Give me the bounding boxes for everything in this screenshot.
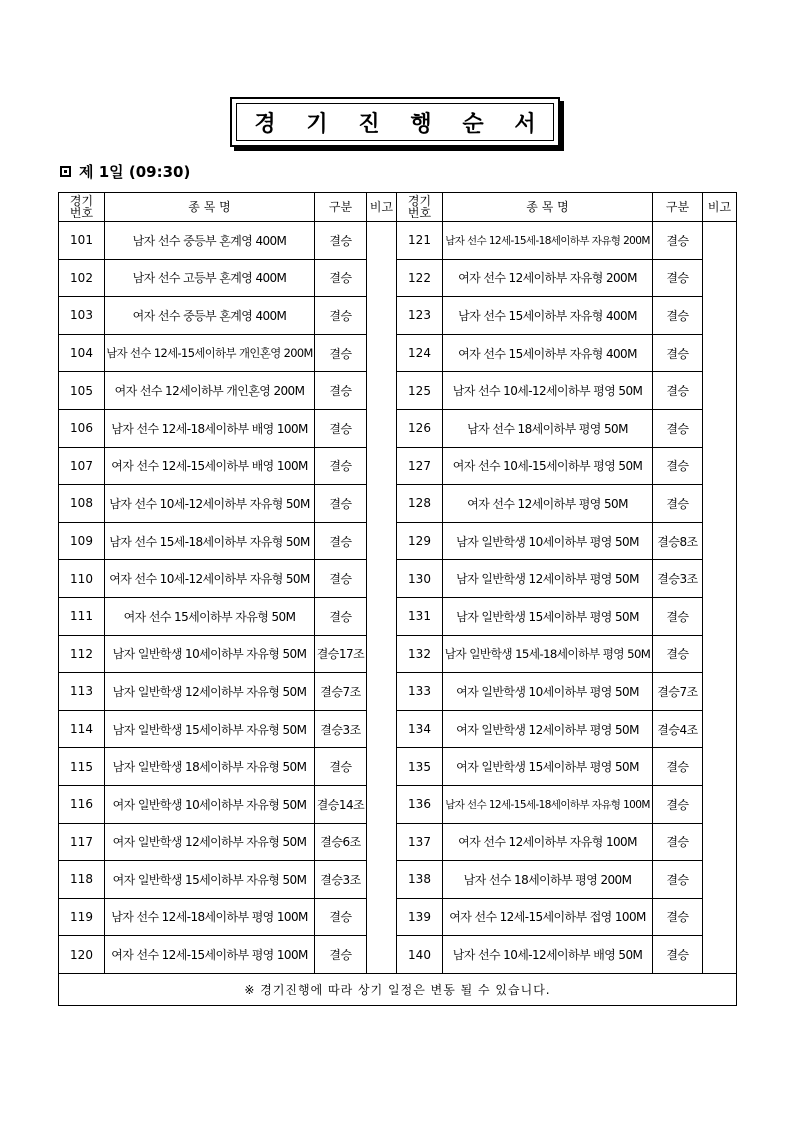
event-name: 여자 선수 15세이하부 자유형 50M [105,597,315,635]
event-name: 여자 선수 12세이하부 자유형 200M [443,259,653,297]
event-name: 남자 선수 18세이하부 평영 200M [443,861,653,899]
table-row [59,485,737,523]
match-number: 111 [59,597,105,635]
match-number: 106 [59,409,105,447]
match-number: 109 [59,522,105,560]
match-number: 103 [59,297,105,335]
table-row [59,297,737,335]
event-name: 남자 일반학생 15세이하부 자유형 50M [105,710,315,748]
match-number: 137 [397,823,443,861]
title-box [230,97,560,147]
table-row [59,447,737,485]
match-number: 112 [59,635,105,673]
header-event: 종 목 명 [105,193,315,222]
event-category: 결승 [315,447,367,485]
event-name: 남자 일반학생 15세-18세이하부 평영 50M [443,635,653,673]
event-category: 결승3조 [315,861,367,899]
match-number: 116 [59,785,105,823]
event-name: 남자 선수 12세-15세이하부 개인혼영 200M [105,334,315,372]
event-category: 결승 [653,372,703,410]
event-category: 결승8조 [653,522,703,560]
footer-note: ※ 경기진행에 따라 상기 일정은 변동 될 수 있습니다. [59,973,737,1005]
event-name: 남자 선수 중등부 혼계영 400M [105,222,315,260]
match-number: 127 [397,447,443,485]
header-match-no-line2: 번호 [407,206,432,220]
event-category: 결승 [653,485,703,523]
table-row [59,560,737,598]
event-category: 결승 [315,597,367,635]
event-category: 결승 [315,485,367,523]
event-name: 여자 일반학생 15세이하부 평영 50M [443,748,653,786]
event-category: 결승 [653,898,703,936]
event-category: 결승 [315,297,367,335]
event-name: 남자 일반학생 10세이하부 평영 50M [443,522,653,560]
page-title [236,103,554,141]
event-category: 결승 [315,259,367,297]
footer-note-row [59,973,737,1005]
header-remark: 비고 [703,193,737,222]
event-category: 결승 [653,409,703,447]
event-name: 남자 선수 15세이하부 자유형 400M [443,297,653,335]
event-category: 결승 [653,936,703,974]
event-category: 결승 [653,222,703,260]
match-number: 101 [59,222,105,260]
event-category: 결승14조 [315,785,367,823]
event-name: 여자 일반학생 10세이하부 평영 50M [443,673,653,711]
event-name: 남자 선수 12세-15세-18세이하부 자유형 100M [443,785,653,823]
match-number: 131 [397,597,443,635]
event-category: 결승3조 [653,560,703,598]
event-name: 남자 일반학생 12세이하부 자유형 50M [105,673,315,711]
match-number: 122 [397,259,443,297]
event-category: 결승6조 [315,823,367,861]
event-name: 여자 일반학생 12세이하부 평영 50M [443,710,653,748]
event-category: 결승7조 [315,673,367,711]
event-category: 결승 [653,259,703,297]
schedule-body [59,222,737,974]
day-heading-text: 제 1일 (09:30) [79,163,191,181]
match-number: 136 [397,785,443,823]
event-name: 남자 일반학생 18세이하부 자유형 50M [105,748,315,786]
match-number: 139 [397,898,443,936]
event-name: 여자 선수 중등부 혼계영 400M [105,297,315,335]
table-row [59,785,737,823]
header-match-no-line1: 경기 [407,194,432,208]
title-shadow-bottom [234,147,564,151]
remark-cell [703,222,737,974]
match-number: 119 [59,898,105,936]
event-name: 여자 선수 12세-15세이하부 접영 100M [443,898,653,936]
event-name: 여자 일반학생 12세이하부 자유형 50M [105,823,315,861]
event-name: 남자 선수 10세-12세이하부 자유형 50M [105,485,315,523]
match-number: 114 [59,710,105,748]
event-name: 여자 선수 12세이하부 평영 50M [443,485,653,523]
header-event: 종 목 명 [443,193,653,222]
event-category: 결승17조 [315,635,367,673]
table-row [59,710,737,748]
day-heading [60,161,190,182]
match-number: 126 [397,409,443,447]
remark-cell [367,222,397,974]
event-category: 결승 [653,861,703,899]
title-char: 경 [254,111,276,137]
header-match-no-line2: 번호 [69,206,94,220]
match-number: 124 [397,334,443,372]
header-category: 구분 [653,193,703,222]
event-category: 결승 [653,297,703,335]
match-number: 130 [397,560,443,598]
event-category: 결승 [653,447,703,485]
event-category: 결승 [315,372,367,410]
match-number: 113 [59,673,105,711]
match-number: 121 [397,222,443,260]
event-name: 남자 선수 12세-18세이하부 배영 100M [105,409,315,447]
match-number: 107 [59,447,105,485]
event-category: 결승 [653,635,703,673]
table-row [59,259,737,297]
table-row [59,522,737,560]
header-match-no-line1: 경기 [69,194,94,208]
event-category: 결승 [653,597,703,635]
event-category: 결승3조 [315,710,367,748]
match-number: 115 [59,748,105,786]
title-shadow-right [560,101,564,151]
table-row [59,635,737,673]
header-category: 구분 [315,193,367,222]
title-char: 행 [410,111,432,137]
match-number: 133 [397,673,443,711]
schedule-table [58,192,737,1006]
event-category: 결승 [653,334,703,372]
match-number: 134 [397,710,443,748]
square-bullet-icon [60,166,71,177]
table-row [59,823,737,861]
match-number: 132 [397,635,443,673]
event-category: 결승 [315,898,367,936]
header-match-no [59,193,105,222]
match-number: 123 [397,297,443,335]
event-name: 남자 일반학생 12세이하부 평영 50M [443,560,653,598]
event-category: 결승 [315,936,367,974]
event-name: 남자 선수 18세이하부 평영 50M [443,409,653,447]
match-number: 125 [397,372,443,410]
event-category: 결승 [315,748,367,786]
table-row [59,673,737,711]
table-row [59,372,737,410]
match-number: 104 [59,334,105,372]
event-name: 여자 선수 12세-15세이하부 배영 100M [105,447,315,485]
match-number: 105 [59,372,105,410]
event-name: 남자 선수 15세-18세이하부 자유형 50M [105,522,315,560]
event-name: 여자 선수 15세이하부 자유형 400M [443,334,653,372]
event-name: 여자 선수 12세이하부 자유형 100M [443,823,653,861]
event-category: 결승 [315,334,367,372]
table-row [59,334,737,372]
match-number: 118 [59,861,105,899]
event-category: 결승7조 [653,673,703,711]
title-char: 순 [462,111,484,137]
match-number: 128 [397,485,443,523]
event-name: 남자 선수 12세-18세이하부 평영 100M [105,898,315,936]
table-row [59,936,737,974]
event-name: 여자 선수 12세이하부 개인혼영 200M [105,372,315,410]
match-number: 110 [59,560,105,598]
event-category: 결승 [315,222,367,260]
header-match-no [397,193,443,222]
table-row [59,898,737,936]
match-number: 140 [397,936,443,974]
event-name: 남자 선수 12세-15세-18세이하부 자유형 200M [443,222,653,260]
table-row [59,597,737,635]
event-name: 남자 일반학생 10세이하부 자유형 50M [105,635,315,673]
title-char: 기 [306,111,328,137]
event-name: 남자 선수 10세-12세이하부 평영 50M [443,372,653,410]
event-category: 결승 [315,560,367,598]
title-char: 서 [514,111,536,137]
event-name: 여자 선수 12세-15세이하부 평영 100M [105,936,315,974]
match-number: 135 [397,748,443,786]
match-number: 129 [397,522,443,560]
event-name: 남자 일반학생 15세이하부 평영 50M [443,597,653,635]
match-number: 117 [59,823,105,861]
table-row [59,409,737,447]
event-category: 결승 [315,522,367,560]
match-number: 108 [59,485,105,523]
header-row [59,193,737,222]
event-category: 결승 [653,748,703,786]
header-remark: 비고 [367,193,397,222]
event-name: 남자 선수 10세-12세이하부 배영 50M [443,936,653,974]
table-row [59,748,737,786]
event-category: 결승 [653,823,703,861]
event-category: 결승4조 [653,710,703,748]
table-row [59,222,737,260]
event-name: 남자 선수 고등부 혼계영 400M [105,259,315,297]
event-name: 여자 일반학생 15세이하부 자유형 50M [105,861,315,899]
match-number: 138 [397,861,443,899]
table-row [59,861,737,899]
match-number: 102 [59,259,105,297]
title-char: 진 [358,111,380,137]
event-name: 여자 일반학생 10세이하부 자유형 50M [105,785,315,823]
event-category: 결승 [315,409,367,447]
event-name: 여자 선수 10세-12세이하부 자유형 50M [105,560,315,598]
match-number: 120 [59,936,105,974]
event-name: 여자 선수 10세-15세이하부 평영 50M [443,447,653,485]
event-category: 결승 [653,785,703,823]
